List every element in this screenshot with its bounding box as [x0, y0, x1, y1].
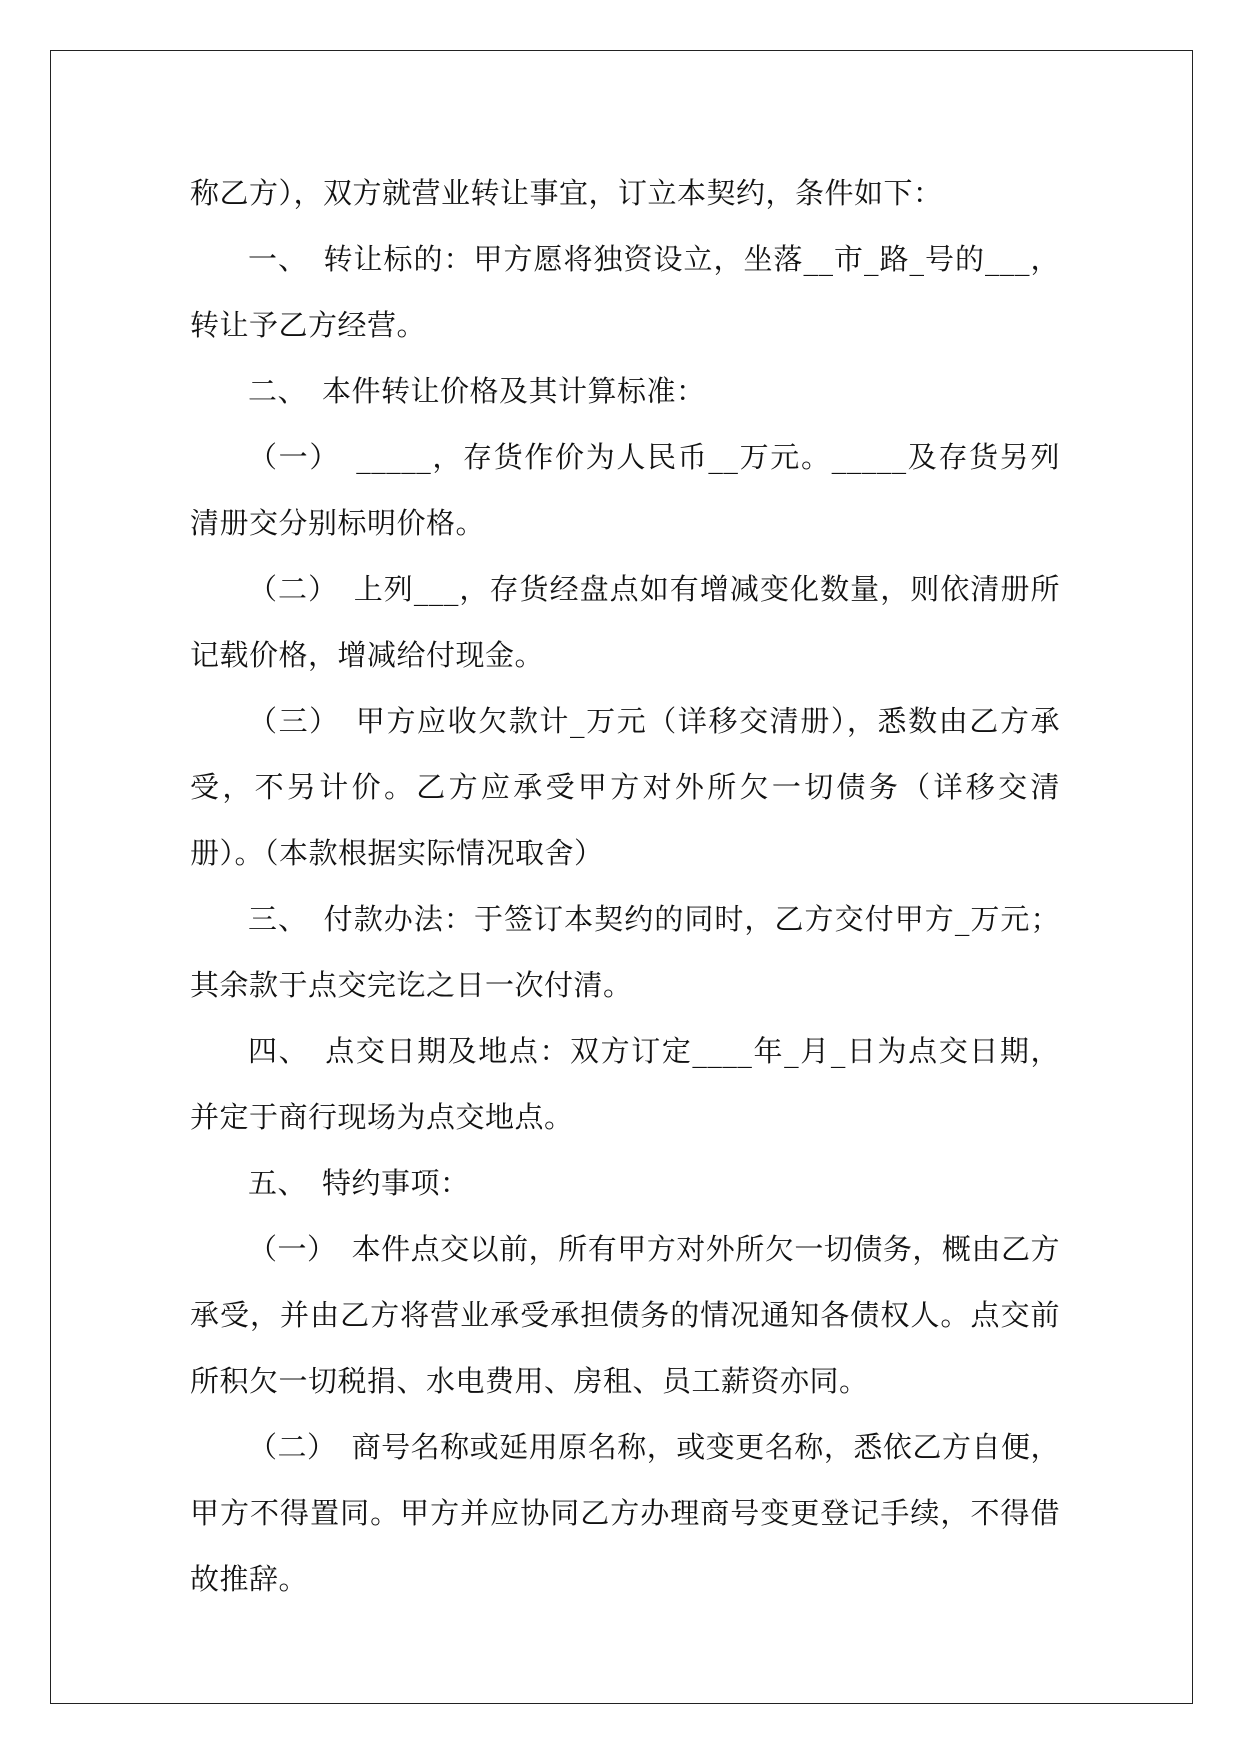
paragraph-clause-3: 三、 付款办法：于签订本契约的同时，乙方交付甲方_万元；其余款于点交完讫之日一次付清。 [190, 902, 1060, 1002]
paragraph-clause-5-item-2: （二） 商号名称或延用原名称，或变更名称，悉依乙方自便，甲方不得置同。甲方并应协同乙方办理商号变更登记手续，不得借故推辞。 [190, 1430, 1060, 1596]
paragraph-clause-2: 二、 本件转让价格及其计算标准： [248, 374, 706, 408]
paragraph-clause-5-item-1: （一） 本件点交以前，所有甲方对外所欠一切债务，概由乙方承受，并由乙方将营业承受承担债务的情况通知各债权人。点交前所积欠一切税捐、水电费用、房租、员工薪资亦同。 [190, 1232, 1060, 1398]
paragraph-clause-2-item-2: （二） 上列___，存货经盘点如有增减变化数量，则依清册所记载价格，增减给付现金。 [190, 572, 1060, 672]
paragraph-clause-4: 四、 点交日期及地点：双方订定____年_月_日为点交日期，并定于商行现场为点交地点。 [190, 1034, 1060, 1134]
paragraph-clause-1: 一、 转让标的：甲方愿将独资设立，坐落__市_路_号的___，转让予乙方经营。 [190, 242, 1060, 342]
document-body [190, 160, 1060, 1612]
paragraph-clause-2-item-3: （三） 甲方应收欠款计_万元（详移交清册），悉数由乙方承受，不另计价。乙方应承受甲方对外所欠一切债务（详移交清册）。（本款根据实际情况取舍） [190, 704, 1060, 870]
paragraph-intro: 称乙方），双方就营业转让事宜，订立本契约，条件如下： [190, 176, 943, 210]
paragraph-clause-2-item-1: （一） _____，存货作价为人民币__万元。_____及存货另列清册交分别标明价格。 [190, 440, 1060, 540]
paragraph-clause-5: 五、 特约事项： [248, 1166, 470, 1200]
